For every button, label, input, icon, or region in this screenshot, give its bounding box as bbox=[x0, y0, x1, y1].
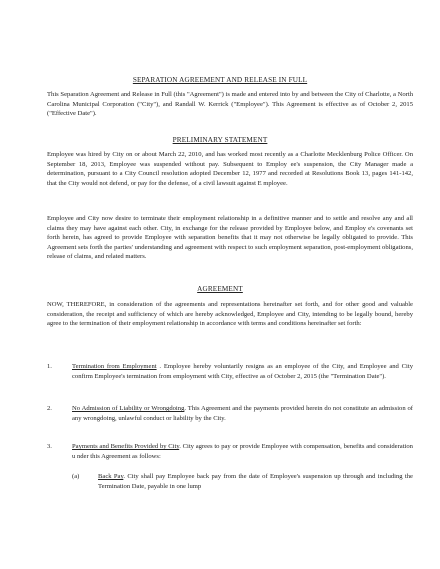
document-title: SEPARATION AGREEMENT AND RELEASE IN FULL bbox=[132, 76, 308, 84]
subitem-body: . City shall pay Employee back pay from the date of Employee's suspension up through and including the Termination Date, payable in one lump bbox=[98, 473, 413, 490]
item-body: . Employee hereby voluntarily resigns as an employee of the City, and Employee and City confirm Employee's termination from employment with City, effective as of October 2, 2015 (the "Termination Date"). bbox=[72, 363, 413, 380]
agreement-paragraph: NOW, THEREFORE, in consideration of the agreements and representations hereinafter set forth, and for other good and valuable consideration, the receipt and sufficiency of which are hereby acknowledged, Employee and City, intending to be legally bound, hereby agree to the termination of their employment relationship in accordance with terms and conditions hereinafter set forth: bbox=[47, 301, 413, 328]
subitem-back-pay bbox=[98, 472, 413, 491]
subitem-heading: Back Pay bbox=[98, 473, 124, 480]
item-no-admission bbox=[72, 404, 413, 423]
item-termination bbox=[72, 362, 413, 381]
item-number: 1. bbox=[47, 363, 52, 370]
item-body: . This Agreement and the payments provided herein do not constitute an admission of any wrongdoing, unlawful conduct or liability by the City. bbox=[72, 405, 413, 422]
item-number: 2. bbox=[47, 405, 52, 412]
item-payments bbox=[72, 442, 413, 461]
agreement-heading: AGREEMENT bbox=[197, 285, 243, 293]
item-number: 3. bbox=[47, 443, 52, 450]
preliminary-paragraph-1: Employee was hired by City on or about March 22, 2010, and has worked most recently as a Charlotte Mecklenburg Police Officer. On September 18, 2013, Employee was suspended without pay. Subsequent to Employ ee's suspension, the City Manager made a determination, pursuant to a City Council resolution adopted December 12, 1977 and recorded at Resolutions Book 13, pages 141-142, that the City would not defend, or pay for the defense, of a civil lawsuit against E mployee. bbox=[47, 151, 413, 187]
preliminary-paragraph-2: Employee and City now desire to terminate their employment relationship in a definitive manner and to settle and resolve any and all claims they may have against each other. City, in exchange for the release provided by Employee below, and Employ e's covenants set forth herein, has agreed to provide Employee with separation benefits that it may not otherwise be legally obligated to provide. This Agreement sets forth the parties' understanding and agreement with respect to such employment separation, post-employment obligations, release of claims, and related matters. bbox=[47, 215, 413, 261]
subitem-number: (a) bbox=[72, 473, 80, 480]
item-heading: Payments and Benefits Provided by City bbox=[72, 443, 180, 450]
intro-paragraph: This Separation Agreement and Release in Full (this "Agreement") is made and entered into by and between the City of Charlotte, a North Carolina Municipal Corporation ("City"), and Randall W. Kerrick ("Employee"). This Agreement is effective as of October 2, 2015 ("Effective Date"). bbox=[47, 91, 413, 118]
item-heading: No Admission of Liability or Wrongdoing bbox=[72, 405, 185, 412]
preliminary-heading: PRELIMINARY STATEMENT bbox=[172, 136, 268, 144]
item-heading: Termination from Employment bbox=[72, 363, 157, 370]
item-body: . City agrees to pay or provide Employee with compensation, benefits and consideration u nder this Agreement as follows: bbox=[72, 443, 413, 460]
